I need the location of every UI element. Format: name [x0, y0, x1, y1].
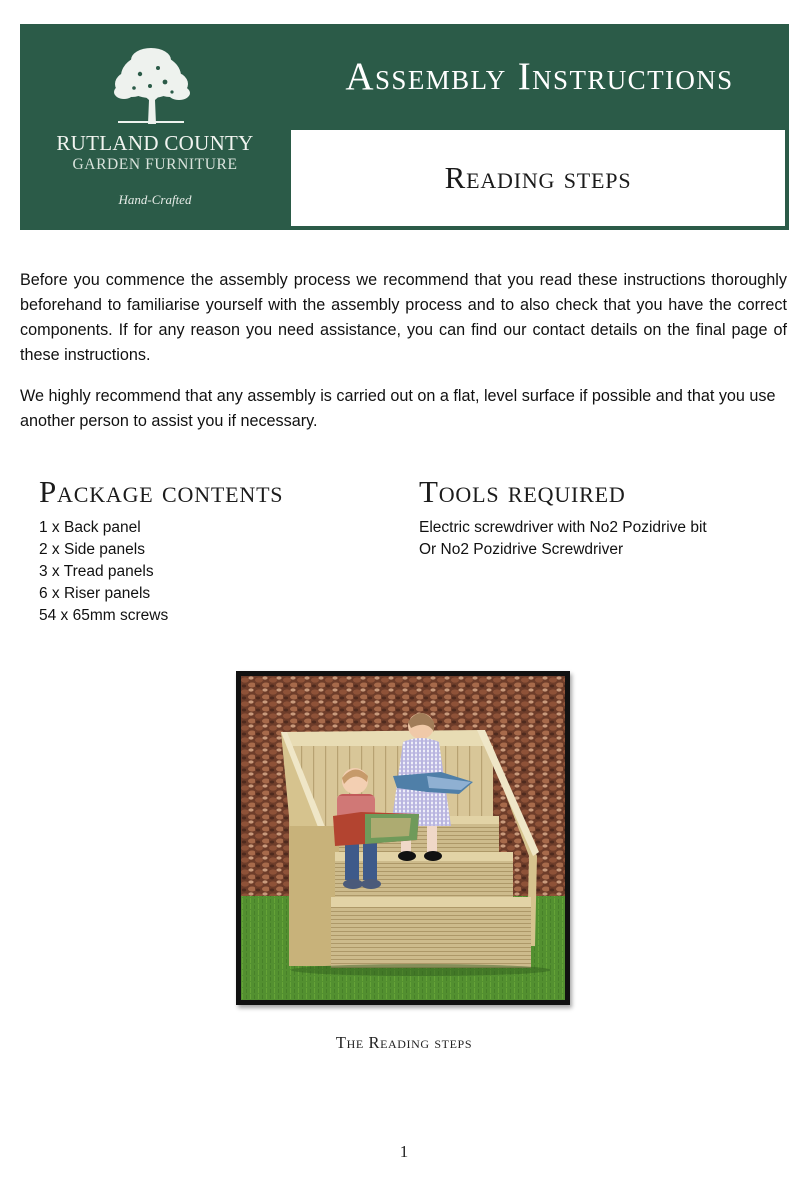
list-item: Electric screwdriver with No2 Pozidrive bit: [419, 519, 707, 536]
list-item: 54 x 65mm screws: [39, 607, 169, 624]
page-number: 1: [399, 1142, 409, 1161]
reading-steps-photo: [241, 676, 565, 1000]
list-item: 6 x Riser panels: [39, 585, 151, 602]
product-photo: [236, 671, 570, 1005]
list-item: 3 x Tread panels: [39, 563, 154, 580]
brand-tagline: Hand-Crafted: [118, 192, 192, 207]
subtitle-box: [291, 130, 785, 226]
list-item: 1 x Back panel: [39, 519, 141, 536]
brand-name: RUTLAND COUNTY: [56, 131, 254, 155]
tools-required-list: [419, 517, 707, 561]
intro-paragraph-1: Before you commence the assembly process we recommend that you read these instructions thoroughly beforehand to familiarise yourself with the assembly process and to also check that you have the correct components. If for any reason you need assistance, you can find our contact details on the final page of these instructions.: [20, 271, 787, 364]
intro-section: [20, 268, 787, 434]
package-contents-list: [39, 517, 168, 627]
intro-paragraph-2: We highly recommend that any assembly is carried out on a flat, level surface if possible and that you use another person to assist you if necessary.: [20, 387, 776, 430]
product-title: Reading steps: [444, 160, 632, 195]
list-item: Or No2 Pozidrive Screwdriver: [419, 541, 624, 558]
tools-required-heading: Tools required: [419, 474, 626, 509]
oak-tree-icon: [110, 46, 192, 124]
header-banner: [20, 24, 789, 230]
brand-subname: GARDEN FURNITURE: [72, 156, 238, 173]
photo-caption: The Reading steps: [335, 1033, 473, 1052]
title-bar: [290, 24, 789, 129]
package-contents-heading: Package contents: [39, 474, 284, 509]
page-title: Assembly Instructions: [345, 55, 734, 98]
company-logo: [20, 24, 290, 230]
list-item: 2 x Side panels: [39, 541, 145, 558]
